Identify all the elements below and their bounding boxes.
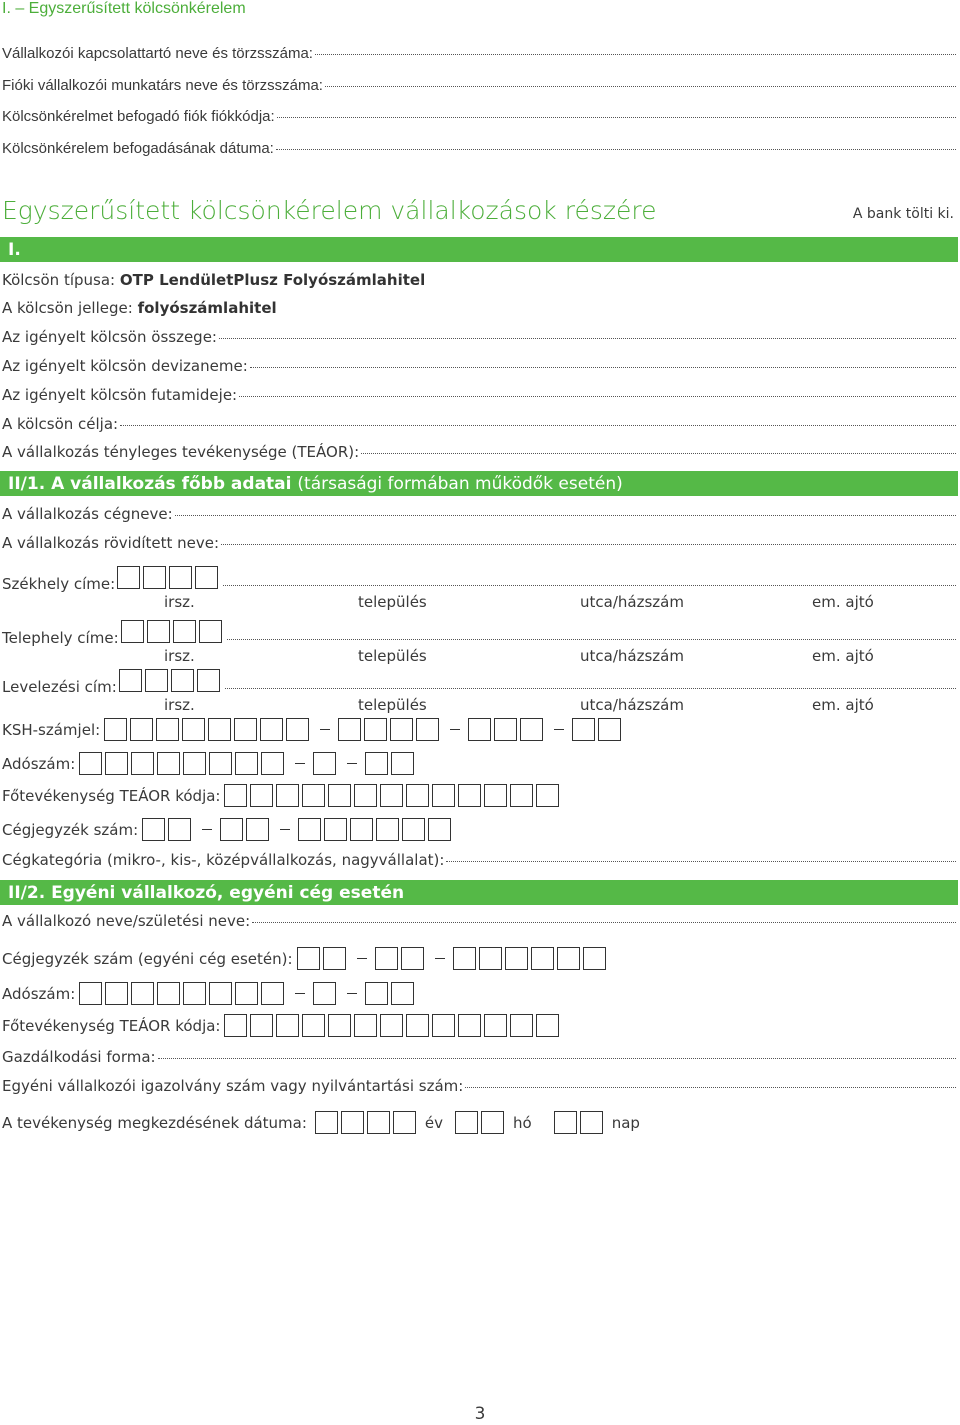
field-label: Adószám: — [2, 754, 76, 773]
input-box[interactable] — [505, 947, 528, 970]
loan-nature-value: folyószámlahitel — [137, 299, 277, 317]
sub-zip: irsz. — [164, 647, 195, 665]
input-box[interactable] — [79, 752, 102, 775]
dotted-fill-line[interactable] — [446, 860, 956, 862]
field-label: KSH-számjel: — [2, 720, 101, 739]
receipt-date-field[interactable] — [2, 140, 956, 157]
zip-boxes[interactable] — [121, 620, 225, 643]
field-label: Főtevékenység TEÁOR kódja: — [2, 1016, 221, 1035]
activity-teaor-field[interactable] — [2, 443, 956, 461]
field-label: Az igényelt kölcsön futamideje: — [2, 386, 238, 404]
input-box[interactable] — [338, 718, 361, 741]
field-label: Fióki vállalkozói munkatárs neve és törzsszáma: — [2, 77, 323, 94]
input-box[interactable] — [432, 784, 455, 807]
input-box[interactable] — [315, 1111, 338, 1134]
registry-field[interactable] — [2, 818, 454, 841]
input-box[interactable] — [297, 947, 320, 970]
input-box[interactable] — [276, 1014, 299, 1037]
input-box[interactable] — [354, 1014, 377, 1037]
seat-address-field[interactable] — [2, 566, 956, 593]
field-label: Főtevékenység TEÁOR kódja: — [2, 786, 221, 805]
dotted-fill-line[interactable] — [361, 452, 956, 454]
input-box[interactable] — [286, 718, 309, 741]
field-label: A vállalkozás rövidített neve: — [2, 534, 220, 552]
sub-street: utca/házszám — [580, 593, 684, 611]
input-box[interactable] — [157, 752, 180, 775]
input-box[interactable] — [250, 784, 273, 807]
dotted-fill-line[interactable] — [221, 543, 956, 545]
input-box[interactable] — [350, 818, 373, 841]
field-label: A vállalkozás cégneve: — [2, 505, 173, 523]
input-box[interactable] — [302, 784, 325, 807]
sub-street: utca/házszám — [580, 696, 684, 714]
input-box[interactable] — [105, 752, 128, 775]
input-box[interactable] — [208, 718, 231, 741]
loan-term-field[interactable] — [2, 386, 956, 404]
input-box[interactable] — [209, 982, 232, 1005]
input-box[interactable] — [484, 1014, 507, 1037]
input-box[interactable] — [169, 566, 192, 589]
input-box[interactable] — [171, 669, 194, 692]
section-number: I. — [8, 239, 21, 260]
input-box[interactable] — [354, 784, 377, 807]
page-number: 3 — [474, 1404, 486, 1424]
input-box[interactable] — [157, 982, 180, 1005]
section-title: A vállalkozás főbb adatai — [51, 473, 292, 494]
input-box[interactable] — [468, 718, 491, 741]
input-box[interactable] — [313, 982, 336, 1005]
form-title: Egyszerűsített kölcsönkérelem vállalkozások részére — [2, 196, 657, 225]
dotted-fill-line[interactable] — [250, 366, 956, 368]
dotted-fill-line[interactable] — [225, 687, 956, 689]
field-label: Az igényelt kölcsön összege: — [2, 328, 217, 346]
field-label: Cégkategória (mikro-, kis-, középvállalkozás, nagyvállalat): — [2, 851, 445, 869]
dotted-fill-line[interactable] — [276, 148, 956, 150]
input-box[interactable] — [406, 1014, 429, 1037]
input-box[interactable] — [173, 620, 196, 643]
input-box[interactable] — [224, 784, 247, 807]
mail-address-field[interactable] — [2, 669, 956, 696]
dotted-fill-line[interactable] — [223, 584, 956, 586]
sole-tax-field[interactable] — [2, 982, 417, 1005]
section-title-note: (társasági formában működők esetén) — [297, 473, 623, 494]
field-label: A tevékenység megkezdésének dátuma: — [2, 1113, 307, 1132]
separator-dash — [554, 729, 564, 730]
dotted-fill-line[interactable] — [465, 1086, 956, 1088]
input-box[interactable] — [119, 669, 142, 692]
input-box[interactable] — [328, 784, 351, 807]
input-box[interactable] — [375, 947, 398, 970]
input-box[interactable] — [105, 982, 128, 1005]
separator-dash — [435, 958, 445, 959]
input-box[interactable] — [572, 718, 595, 741]
input-box[interactable] — [557, 947, 580, 970]
input-box[interactable] — [117, 566, 140, 589]
input-box[interactable] — [145, 669, 168, 692]
input-box[interactable] — [195, 566, 218, 589]
company-category-field[interactable] — [2, 851, 956, 869]
input-box[interactable] — [276, 784, 299, 807]
input-box[interactable] — [199, 620, 222, 643]
input-box[interactable] — [197, 669, 220, 692]
input-box[interactable] — [536, 784, 559, 807]
field-label: Kölcsönkérelmet befogadó fiók fiókkódja: — [2, 108, 275, 125]
loan-type-value: OTP LendületPlusz Folyószámlahitel — [119, 271, 426, 289]
month-boxes[interactable] — [455, 1111, 507, 1134]
input-box[interactable] — [531, 947, 554, 970]
input-box[interactable] — [393, 1111, 416, 1134]
input-box[interactable] — [406, 784, 429, 807]
tax-boxes[interactable] — [79, 982, 417, 1005]
separator-dash — [295, 763, 305, 764]
field-label: Cégjegyzék szám (egyéni cég esetén): — [2, 949, 293, 968]
separator-dash — [450, 729, 460, 730]
input-box[interactable] — [376, 818, 399, 841]
input-box[interactable] — [458, 1014, 481, 1037]
input-box[interactable] — [583, 947, 606, 970]
field-label: Telephely címe: — [2, 629, 119, 647]
separator-dash — [357, 958, 367, 959]
separator-dash — [347, 993, 357, 994]
input-box[interactable] — [391, 982, 414, 1005]
registry-boxes[interactable] — [297, 947, 609, 970]
input-box[interactable] — [494, 718, 517, 741]
input-box[interactable] — [510, 1014, 533, 1037]
sub-zip: irsz. — [164, 696, 195, 714]
separator-dash — [295, 993, 305, 994]
dotted-fill-line[interactable] — [239, 395, 956, 397]
field-label: A vállalkozó neve/születési neve: — [2, 912, 251, 930]
loan-nature-label: A kölcsön jellege: — [2, 299, 133, 317]
loan-purpose-field[interactable] — [2, 415, 956, 433]
input-box[interactable] — [598, 718, 621, 741]
input-box[interactable] — [250, 1014, 273, 1037]
section-ii1-bar — [0, 471, 958, 496]
management-form-field[interactable] — [2, 1048, 956, 1066]
field-label: Levelezési cím: — [2, 678, 117, 696]
input-box[interactable] — [432, 1014, 455, 1037]
field-label: Adószám: — [2, 984, 76, 1003]
dotted-fill-line[interactable] — [158, 1057, 956, 1059]
dotted-fill-line[interactable] — [175, 514, 956, 516]
loan-nature — [2, 299, 277, 317]
sole-registry-field[interactable] — [2, 947, 609, 970]
bank-note: A bank tölti ki. — [852, 206, 954, 222]
teaor-boxes[interactable] — [224, 784, 562, 807]
input-box[interactable] — [324, 818, 347, 841]
sub-floor: em. ajtó — [812, 593, 874, 611]
input-box[interactable] — [183, 752, 206, 775]
input-box[interactable] — [455, 1111, 478, 1134]
field-label: Egyéni vállalkozói igazolvány szám vagy nyilvántartási szám: — [2, 1077, 464, 1095]
input-box[interactable] — [131, 752, 154, 775]
section-ii2-bar — [0, 880, 958, 905]
input-box[interactable] — [380, 1014, 403, 1037]
input-box[interactable] — [147, 620, 170, 643]
input-box[interactable] — [234, 718, 257, 741]
input-box[interactable] — [554, 1111, 577, 1134]
input-box[interactable] — [209, 752, 232, 775]
input-box[interactable] — [391, 752, 414, 775]
input-box[interactable] — [580, 1111, 603, 1134]
input-box[interactable] — [182, 718, 205, 741]
input-box[interactable] — [224, 1014, 247, 1037]
sub-street: utca/házszám — [580, 647, 684, 665]
section-title: II/2. Egyéni vállalkozó, egyéni cég esetén — [8, 882, 405, 903]
sub-city: település — [358, 647, 427, 665]
separator-dash — [280, 829, 290, 830]
field-label: Cégjegyzék szám: — [2, 820, 139, 839]
bank-section-heading: I. – Egyszerűsített kölcsönkérelem — [2, 0, 246, 17]
license-number-field[interactable] — [2, 1077, 956, 1095]
tax-number-field[interactable] — [2, 752, 417, 775]
separator-dash — [320, 729, 330, 730]
separator-dash — [202, 829, 212, 830]
input-box[interactable] — [390, 718, 413, 741]
input-box[interactable] — [260, 718, 283, 741]
day-label: nap — [611, 1113, 640, 1132]
input-box[interactable] — [484, 784, 507, 807]
input-box[interactable] — [364, 718, 387, 741]
dotted-fill-line[interactable] — [219, 337, 956, 339]
input-box[interactable] — [142, 818, 165, 841]
dotted-fill-line[interactable] — [252, 921, 956, 923]
ksh-field[interactable] — [2, 718, 624, 741]
contact-person-field[interactable] — [2, 45, 956, 62]
input-box[interactable] — [416, 718, 439, 741]
sub-city: település — [358, 593, 427, 611]
field-label: Vállalkozói kapcsolattartó neve és törzsszáma: — [2, 45, 313, 62]
input-box[interactable] — [313, 752, 336, 775]
input-box[interactable] — [104, 718, 127, 741]
loan-currency-field[interactable] — [2, 357, 956, 375]
input-box[interactable] — [402, 818, 425, 841]
year-label: év — [424, 1113, 444, 1132]
field-label: Az igényelt kölcsön devizaneme: — [2, 357, 248, 375]
field-label: Gazdálkodási forma: — [2, 1048, 156, 1066]
input-box[interactable] — [510, 784, 533, 807]
dotted-fill-line[interactable] — [315, 53, 956, 55]
input-box[interactable] — [168, 818, 191, 841]
ksh-boxes[interactable] — [104, 718, 624, 741]
input-box[interactable] — [536, 1014, 559, 1037]
input-box[interactable] — [380, 784, 403, 807]
separator-dash — [347, 763, 357, 764]
input-box[interactable] — [130, 718, 153, 741]
sub-city: település — [358, 696, 427, 714]
input-box[interactable] — [323, 947, 346, 970]
zip-boxes[interactable] — [117, 566, 221, 589]
input-box[interactable] — [246, 818, 269, 841]
start-date-field[interactable] — [2, 1111, 648, 1134]
dotted-fill-line[interactable] — [325, 85, 956, 87]
company-short-name-field[interactable] — [2, 534, 956, 552]
day-boxes[interactable] — [554, 1111, 606, 1134]
branch-staff-field[interactable] — [2, 77, 956, 94]
field-label: Székhely címe: — [2, 575, 116, 593]
registry-boxes[interactable] — [142, 818, 454, 841]
zip-boxes[interactable] — [119, 669, 223, 692]
input-box[interactable] — [428, 818, 451, 841]
input-box[interactable] — [341, 1111, 364, 1134]
dotted-fill-line[interactable] — [120, 424, 956, 426]
input-box[interactable] — [520, 718, 543, 741]
teaor-field[interactable] — [2, 784, 562, 807]
input-box[interactable] — [131, 982, 154, 1005]
sub-floor: em. ajtó — [812, 696, 874, 714]
field-label: A kölcsön célja: — [2, 415, 119, 433]
field-label: Kölcsönkérelem befogadásának dátuma: — [2, 140, 274, 157]
input-box[interactable] — [365, 982, 388, 1005]
section-number: II/1. — [8, 473, 46, 494]
input-box[interactable] — [365, 752, 388, 775]
month-label: hó — [513, 1113, 532, 1132]
input-box[interactable] — [156, 718, 179, 741]
year-boxes[interactable] — [315, 1111, 419, 1134]
field-label: A vállalkozás tényleges tevékenysége (TEÁOR): — [2, 443, 360, 461]
loan-type — [2, 271, 425, 289]
input-box[interactable] — [183, 982, 206, 1005]
teaor-boxes[interactable] — [224, 1014, 562, 1037]
sub-zip: irsz. — [164, 593, 195, 611]
input-box[interactable] — [121, 620, 144, 643]
branch-code-field[interactable] — [2, 108, 956, 125]
input-box[interactable] — [143, 566, 166, 589]
input-box[interactable] — [261, 752, 284, 775]
sole-teaor-field[interactable] — [2, 1014, 562, 1037]
tax-boxes[interactable] — [79, 752, 417, 775]
input-box[interactable] — [367, 1111, 390, 1134]
input-box[interactable] — [261, 982, 284, 1005]
input-box[interactable] — [79, 982, 102, 1005]
input-box[interactable] — [401, 947, 424, 970]
loan-type-label: Kölcsön típusa: — [2, 271, 116, 289]
input-box[interactable] — [302, 1014, 325, 1037]
input-box[interactable] — [481, 1111, 504, 1134]
dotted-fill-line[interactable] — [227, 638, 956, 640]
input-box[interactable] — [235, 752, 258, 775]
company-name-field[interactable] — [2, 505, 956, 523]
site-address-field[interactable] — [2, 620, 956, 647]
loan-amount-field[interactable] — [2, 328, 956, 346]
input-box[interactable] — [235, 982, 258, 1005]
input-box[interactable] — [458, 784, 481, 807]
input-box[interactable] — [298, 818, 321, 841]
input-box[interactable] — [479, 947, 502, 970]
section-i-bar — [0, 237, 958, 262]
sub-floor: em. ajtó — [812, 647, 874, 665]
input-box[interactable] — [220, 818, 243, 841]
input-box[interactable] — [328, 1014, 351, 1037]
dotted-fill-line[interactable] — [277, 116, 956, 118]
entrepreneur-name-field[interactable] — [2, 912, 956, 930]
input-box[interactable] — [453, 947, 476, 970]
